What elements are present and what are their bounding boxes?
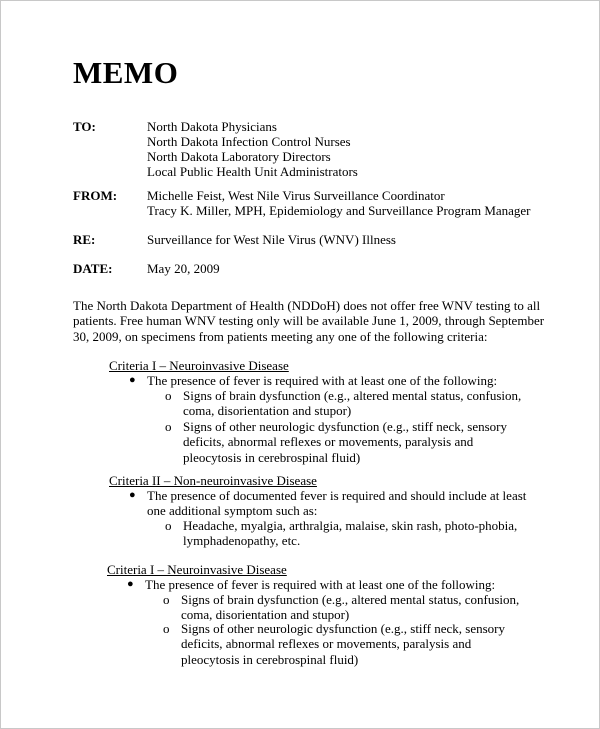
bullet-dot-icon: ● [129, 374, 136, 386]
criteria-bullet: ● The presence of fever is required with at least one of the following: [129, 373, 498, 388]
recipient: Local Public Health Unit Administrators [147, 164, 358, 179]
recipient: North Dakota Laboratory Directors [147, 149, 331, 164]
sub-bullet-icon: o [163, 621, 170, 636]
from-senders [147, 188, 531, 218]
criteria-bullet: ● The presence of documented fever is required and should include at least one additional symptom such as: [129, 488, 527, 519]
recipient: North Dakota Physicians [147, 119, 277, 134]
bullet-dot-icon: ● [127, 578, 134, 590]
to-label: TO: [73, 119, 96, 134]
criteria-heading: Criteria I – Neuroinvasive Disease [107, 562, 287, 577]
date-label: DATE: [73, 261, 113, 276]
sub-bullet-icon: o [165, 518, 172, 533]
sub-bullet-icon: o [165, 388, 172, 403]
criteria-heading: Criteria II – Non-neuroinvasive Disease [109, 473, 317, 488]
bullet-dot-icon: ● [129, 489, 136, 501]
re-label: RE: [73, 232, 96, 247]
sender: Michelle Feist, West Nile Virus Surveillance Coordinator [147, 188, 445, 203]
date-value: May 20, 2009 [147, 261, 220, 276]
criteria-subitem: o Headache, myalgia, arthralgia, malaise, skin rash, photo-phobia, lymphadenopathy, etc. [165, 518, 518, 549]
sender: Tracy K. Miller, MPH, Epidemiology and Surveillance Program Manager [147, 203, 531, 218]
memo-title: MEMO [73, 55, 179, 90]
sub-bullet-icon: o [163, 592, 170, 607]
criteria-subitem: o Signs of other neurologic dysfunction (e.g., stiff neck, sensory deficits, abnormal reflexes or movements, paralysis and pleocytosis in cerebrospinal fluid) [165, 419, 507, 465]
recipient: North Dakota Infection Control Nurses [147, 134, 351, 149]
re-subject: Surveillance for West Nile Virus (WNV) Illness [147, 232, 396, 247]
sub-bullet-icon: o [165, 419, 172, 434]
from-label: FROM: [73, 188, 118, 203]
intro-paragraph: The North Dakota Department of Health (NDDoH) does not offer free WNV testing to all patients. Free human WNV testing only will be available June 1, 2009, through September 30, 2009, on specimens from patients meeting any one of the following criteria: [73, 298, 545, 344]
criteria-subitem: o Signs of brain dysfunction (e.g., altered mental status, confusion, coma, disorientation and stupor) [165, 388, 522, 419]
criteria-heading: Criteria I – Neuroinvasive Disease [109, 358, 289, 373]
criteria-bullet: ● The presence of fever is required with at least one of the following: [127, 577, 496, 592]
criteria-subitem: o Signs of brain dysfunction (e.g., altered mental status, confusion, coma, disorientation and stupor) [163, 592, 520, 623]
to-recipients [147, 119, 358, 179]
criteria-subitem: o Signs of other neurologic dysfunction (e.g., stiff neck, sensory deficits, abnormal reflexes or movements, paralysis and pleocytosis in cerebrospinal fluid) [163, 621, 505, 667]
